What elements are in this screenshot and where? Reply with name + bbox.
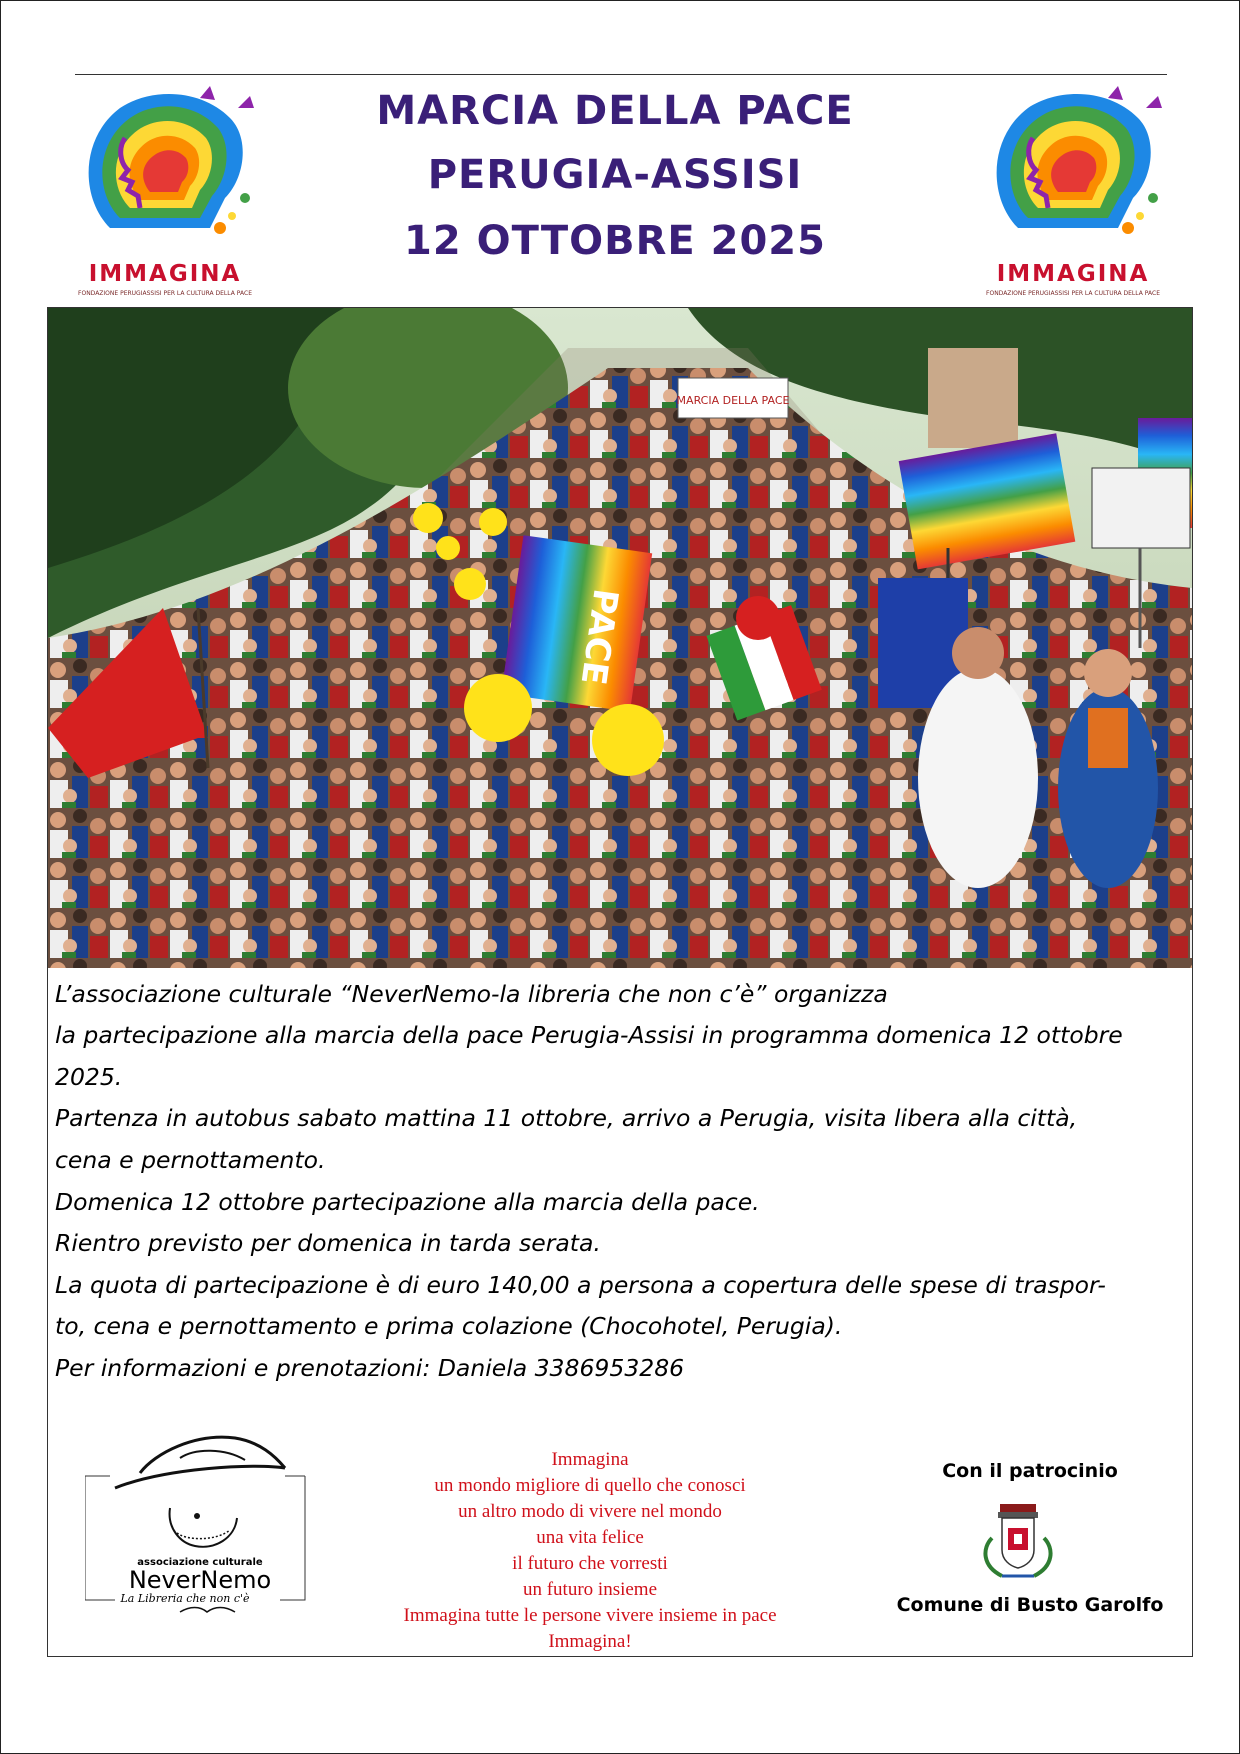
poem-line-4: una vita felice — [536, 1527, 644, 1548]
poem-line-5: il futuro che vorresti — [512, 1553, 668, 1574]
flag-text: PACE — [572, 586, 626, 688]
immagina-logo-right — [958, 78, 1188, 304]
logo-name: IMMAGINA — [996, 261, 1150, 287]
body-line-1: L’associazione culturale “NeverNemo-la libreria che non c’è” organizza — [55, 980, 888, 1008]
poem-line-1: Immagina — [551, 1449, 629, 1470]
march-photo — [48, 308, 1192, 968]
nevernemo-assoc: associazione culturale — [137, 1557, 263, 1568]
poem-line-3: un altro modo di vivere nel mondo — [458, 1501, 722, 1522]
body-line-7: Rientro previsto per domenica in tarda serata. — [55, 1229, 601, 1257]
body-line-2: la partecipazione alla marcia della pace Perugia-Assisi in programma domenica 12 ottobre — [55, 1021, 1123, 1049]
town-crest-icon — [972, 1498, 1064, 1586]
banner-text: MARCIA DELLA PACE — [676, 394, 790, 407]
top-rule — [75, 74, 1167, 75]
poem-line-7: Immagina tutte le persone vivere insieme in pace — [403, 1605, 777, 1626]
body-line-5: cena e pernottamento. — [55, 1146, 326, 1174]
body-line-4: Partenza in autobus sabato mattina 11 ottobre, arrivo a Perugia, visita libera alla città, — [55, 1104, 1078, 1132]
logo-subtitle: FONDAZIONE PERUGIASSISI PER LA CULTURA DELLA PACE — [986, 290, 1160, 297]
poem-line-8: Immagina! — [548, 1631, 632, 1652]
nevernemo-name: NeverNemo — [128, 1566, 272, 1594]
body-line-9: to, cena e pernottamento e prima colazione (Chocohotel, Perugia). — [55, 1312, 843, 1340]
poem-line-6: un futuro insieme — [522, 1579, 658, 1600]
logo-subtitle: FONDAZIONE PERUGIASSISI PER LA CULTURA DELLA PACE — [78, 290, 252, 297]
title-line-1: MARCIA DELLA PACE — [376, 88, 854, 134]
book-icon — [180, 1608, 235, 1613]
logo-name: IMMAGINA — [88, 261, 242, 287]
nevernemo-logo — [85, 1418, 335, 1618]
body-line-8: La quota di partecipazione è di euro 140,00 a persona a copertura delle spese di traspor- — [55, 1271, 1106, 1299]
patronage-title: Con il patrocinio — [942, 1460, 1118, 1482]
patronage-name: Comune di Busto Garolfo — [896, 1594, 1164, 1616]
immagina-logo-left — [50, 78, 280, 304]
body-line-10: Per informazioni e prenotazioni: Daniela 3386953286 — [55, 1354, 685, 1382]
body-line-6: Domenica 12 ottobre partecipazione alla marcia della pace. — [55, 1188, 760, 1216]
rainbow-face-icon — [50, 78, 280, 258]
title-line-2: PERUGIA-ASSISI — [427, 152, 803, 198]
body-line-3: 2025. — [55, 1063, 123, 1091]
nevernemo-tagline: La Libreria che non c'è — [120, 1592, 250, 1605]
title-line-3: 12 OTTOBRE 2025 — [404, 218, 826, 264]
poem-line-2: un mondo migliore di quello che conosci — [434, 1475, 746, 1496]
rainbow-face-icon — [958, 78, 1188, 258]
